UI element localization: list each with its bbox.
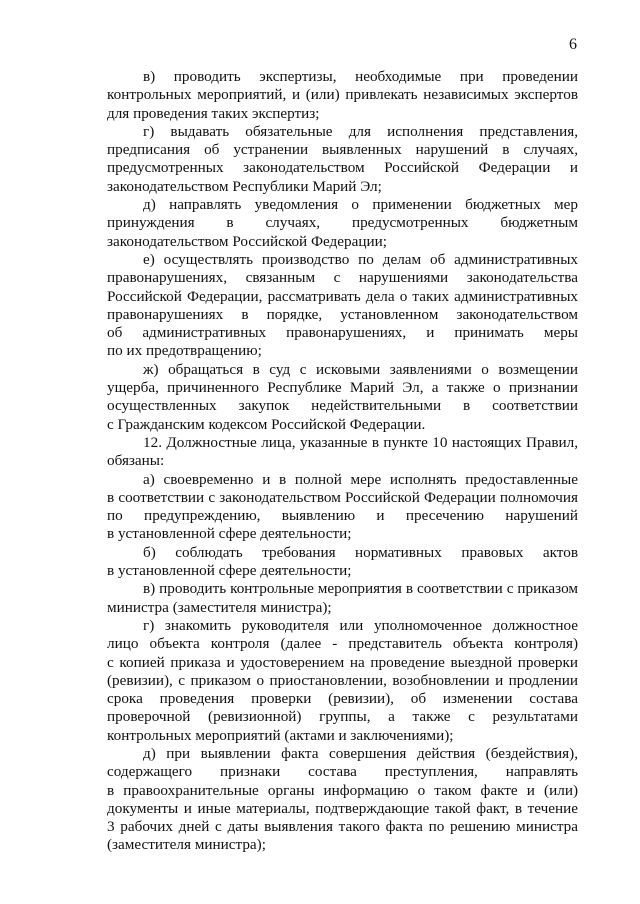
text-line: проверочной (ревизионной) группы, а также с результатами [107, 708, 578, 726]
text-line: 3 рабочих дней с даты выявления такого факта по решению министра [107, 818, 578, 836]
paragraph [107, 196, 578, 251]
paragraph [107, 251, 578, 361]
text-line: в соответствии с законодательством Российской Федерации полномочия [107, 488, 578, 506]
text-line: с Гражданским кодексом Российской Федерации. [107, 415, 426, 433]
text-line: г) выдавать обязательные для исполнения представления, [143, 122, 578, 140]
text-line: по предупреждению, выявлению и пресечению нарушений [107, 507, 578, 525]
paragraph [107, 617, 578, 745]
text-line: в) проводить контрольные мероприятия в соответствии с приказом [143, 580, 578, 598]
text-line: а) своевременно и в полной мере исполнять предоставленные [143, 470, 578, 488]
text-line: д) при выявлении факта совершения действия (бездействия), [143, 744, 578, 762]
paragraph [107, 580, 578, 617]
text-line: контрольных мероприятий, и (или) привлекать независимых экспертов [107, 86, 578, 104]
text-line: в правоохранительные органы информацию о таком факте и (или) [107, 781, 578, 799]
text-line: с копией приказа и удостоверением на проведение выездной проверки [107, 653, 578, 671]
text-line: министра (заместителя министра); [107, 598, 332, 616]
text-line: в) проводить экспертизы, необходимые при проведении [143, 68, 578, 85]
paragraph [107, 745, 578, 855]
text-line: предусмотренных законодательством Российской Федерации и [107, 159, 578, 177]
text-line: документы и иные материалы, подтверждающие такой факт, в течение [107, 799, 578, 817]
text-line: в установленной сфере деятельности; [107, 525, 352, 543]
text-line: контрольных мероприятий (актами и заключениями); [107, 726, 454, 744]
text-line: предписания об устранении выявленных нарушений в случаях, [107, 141, 578, 159]
paragraph [107, 361, 578, 434]
paragraph [107, 471, 578, 544]
text-line: ущерба, причиненного Республике Марий Эл, а также о признании [107, 379, 578, 397]
text-line: по их предотвращению; [107, 342, 262, 360]
paragraph [107, 544, 578, 581]
text-line: Российской Федерации, рассматривать дела о таких административных [107, 287, 578, 305]
text-line: законодательством Российской Федерации; [107, 232, 387, 250]
paragraph [107, 123, 578, 196]
text-line: е) осуществлять производство по делам об административных [143, 250, 578, 268]
text-line: принуждения в случаях, предусмотренных бюджетным [107, 214, 578, 232]
text-line: законодательством Республики Марий Эл; [107, 177, 382, 195]
text-line: об административных правонарушениях, и принимать меры [107, 324, 578, 342]
text-line: для проведения таких экспертиз; [107, 104, 320, 122]
text-line: г) знакомить руководителя или уполномоченное должностное [143, 616, 578, 634]
page-number: 6 [569, 36, 577, 53]
text-line: в установленной сфере деятельности; [107, 562, 352, 580]
text-line: содержащего признаки состава преступления, направлять [107, 763, 578, 781]
document-body [107, 68, 578, 855]
text-line: обязаны: [107, 452, 165, 470]
paragraph [107, 434, 578, 471]
text-line: лицо объекта контроля (далее - представитель объекта контроля) [107, 635, 578, 653]
text-line: осуществленных закупок недействительными в соответствии [107, 397, 578, 415]
text-line: правонарушениях в порядке, установленном законодательством [107, 305, 578, 323]
text-line: д) направлять уведомления о применении бюджетных мер [143, 196, 578, 214]
text-line: 12. Должностные лица, указанные в пункте 10 настоящих Правил, [143, 433, 578, 451]
paragraph [107, 68, 578, 123]
text-line: правонарушениях, связанным с нарушениями законодательства [107, 269, 578, 287]
text-line: (ревизии), с приказом о приостановлении, возобновлении и продлении [107, 671, 578, 689]
text-line: ж) обращаться в суд с исковыми заявлениями о возмещении [143, 360, 578, 378]
text-line: срока проведения проверки (ревизии), об изменении состава [107, 690, 578, 708]
text-line: б) соблюдать требования нормативных правовых актов [143, 543, 578, 561]
text-line: (заместителя министра); [107, 836, 266, 854]
